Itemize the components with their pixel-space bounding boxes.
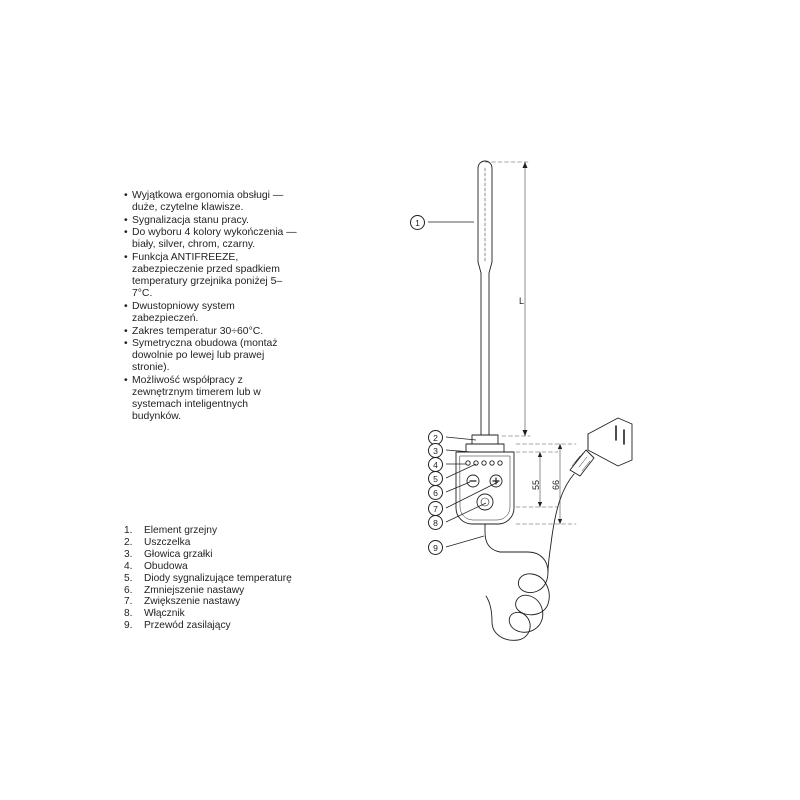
- bullet-icon: •: [124, 300, 128, 312]
- legend-item: [124, 561, 354, 573]
- feature-text: Symetryczna obudowa (montaż dowolnie po lewej lub prawej stronie).: [132, 338, 278, 374]
- feature-item: [124, 301, 299, 325]
- legend-number: 8.: [124, 608, 133, 620]
- legend-number: 9.: [124, 620, 133, 632]
- bullet-icon: •: [124, 251, 128, 263]
- feature-text: Wyjątkowa ergonomia obsługi — duże, czytelne klawisze.: [132, 190, 284, 214]
- plug-pins: [616, 426, 624, 444]
- feature-text: Funkcja ANTIFREEZE, zabezpieczenie przed spadkiem temperatury grzejnika poniżej 5–7°C.: [132, 251, 283, 300]
- technical-drawing: [380, 140, 780, 660]
- legend-number: 4.: [124, 560, 133, 572]
- led-indicator: [466, 461, 470, 465]
- legend-item: [124, 525, 354, 537]
- legend-number: 7.: [124, 596, 133, 608]
- legend-number: 5.: [124, 572, 133, 584]
- legend-number: 2.: [124, 536, 133, 548]
- legend-label: Zwiększenie nastawy: [144, 596, 241, 608]
- bullet-icon: •: [124, 325, 128, 337]
- legend-label: Obudowa: [144, 560, 188, 572]
- callout-9[interactable]: 9: [428, 540, 443, 555]
- power-switch-inner: [481, 498, 489, 506]
- legend-label: Głowica grzałki: [144, 548, 213, 560]
- callout-6[interactable]: 6: [428, 485, 443, 500]
- plus-icon: [493, 478, 499, 484]
- legend-item: [124, 537, 354, 549]
- dim55-arrow-bottom: [538, 502, 542, 507]
- led-indicator: [498, 461, 502, 465]
- bullet-icon: •: [124, 338, 128, 350]
- power-switch: [477, 494, 493, 510]
- heater-head: [466, 444, 504, 452]
- feature-item: [124, 227, 299, 251]
- heating-element-drawing: [380, 140, 780, 660]
- led-indicator: [482, 461, 486, 465]
- gasket: [472, 435, 498, 444]
- callout-4[interactable]: 4: [428, 457, 443, 472]
- dimension-66-label: 66: [551, 479, 562, 491]
- feature-text: Zakres temperatur 30÷60°C.: [132, 325, 264, 337]
- legend-label: Włącznik: [144, 608, 185, 620]
- legend-label: Element grzejny: [144, 525, 218, 536]
- dim66-arrow-bottom: [558, 519, 562, 524]
- bullet-icon: •: [124, 374, 128, 386]
- housing-outline: [456, 452, 514, 524]
- led-indicator: [490, 461, 494, 465]
- legend-item: [124, 549, 354, 561]
- feature-item: [124, 190, 299, 214]
- dimension-55-label: 55: [531, 479, 542, 491]
- callout-5[interactable]: 5: [428, 471, 443, 486]
- feature-item: [124, 215, 299, 227]
- features-list: [124, 190, 299, 424]
- callout-8[interactable]: 8: [428, 515, 443, 530]
- plug-body: [588, 418, 632, 466]
- legend-label: Uszczelka: [144, 536, 191, 548]
- power-cord-upper: [485, 524, 548, 572]
- legend-item: [124, 608, 354, 620]
- legend-item: [124, 620, 354, 632]
- feature-text: Możliwość współpracy z zewnętrznym timerem lub w systemach inteligentnych budynków.: [132, 374, 261, 423]
- feature-text: Sygnalizacja stanu pracy.: [132, 214, 250, 226]
- dimension-length-label: L: [519, 296, 525, 306]
- feature-item: [124, 252, 299, 300]
- legend-number: 6.: [124, 584, 133, 596]
- legend-label: Zmniejszenie nastawy: [144, 584, 245, 596]
- bullet-icon: •: [124, 190, 128, 201]
- callout-3[interactable]: 3: [428, 443, 443, 458]
- feature-item: [124, 326, 299, 338]
- feature-item: [124, 338, 299, 374]
- bullet-icon: •: [124, 214, 128, 226]
- legend-item: [124, 596, 354, 608]
- feature-text: Dwustopniowy system zabezpieczeń.: [132, 300, 235, 324]
- legend-item: [124, 585, 354, 597]
- callout-1[interactable]: 1: [410, 215, 425, 230]
- legend-list: [124, 525, 354, 632]
- led-indicator: [474, 461, 478, 465]
- dim-L-arrow-top: [523, 162, 528, 168]
- legend-label: Przewód zasilający: [144, 620, 231, 632]
- legend-label: Diody sygnalizujące temperaturę: [144, 572, 292, 584]
- legend-item: [124, 573, 354, 585]
- power-cord-lower: [486, 596, 492, 622]
- dim66-arrow-top: [558, 444, 562, 449]
- rod-right-taper: [489, 262, 492, 435]
- dim-L-arrow-bottom: [523, 430, 528, 436]
- rod-left-taper: [478, 262, 481, 435]
- callout-7[interactable]: 7: [428, 501, 443, 516]
- feature-text: Do wyboru 4 kolory wykończenia — biały, silver, chrom, czarny.: [132, 227, 297, 251]
- legend-number: 1.: [124, 525, 133, 536]
- callout-2[interactable]: 2: [428, 430, 443, 445]
- feature-item: [124, 375, 299, 423]
- bullet-icon: •: [124, 227, 128, 239]
- dim55-arrow-top: [538, 452, 542, 457]
- strain-relief-ribs: [572, 453, 590, 471]
- legend-number: 3.: [124, 548, 133, 560]
- power-cord-coil: [492, 572, 549, 640]
